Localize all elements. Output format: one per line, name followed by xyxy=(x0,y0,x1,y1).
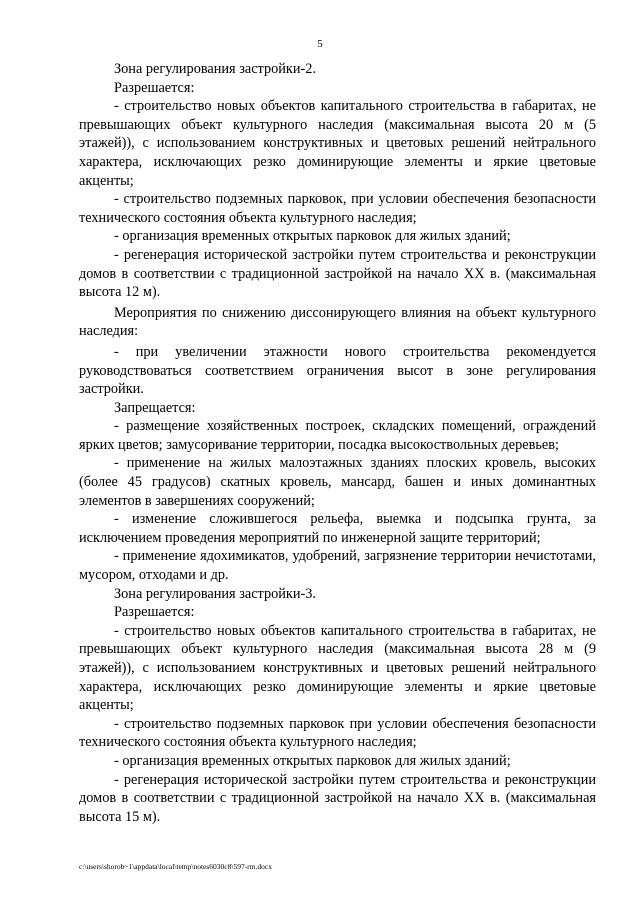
paragraph: - применение ядохимикатов, удобрений, загрязнение территории нечистотами, мусором, отходами и др. xyxy=(79,548,596,584)
paragraph: - регенерация исторической застройки путем строительства и реконструкции домов в соответствии с традиционной застройкой на начало XX в. (максимальная высота 15 м). xyxy=(79,771,596,825)
footer-file-path: c:\users\shorob~1\appdata\local\temp\notes6030c8\597-rm.docx xyxy=(79,862,272,871)
paragraph: Разрешается: xyxy=(114,604,195,621)
paragraph: Запрещается: xyxy=(114,399,196,416)
paragraph: Мероприятия по снижению диссонирующего влияния на объект культурного наследия: xyxy=(79,304,596,340)
paragraph: Разрешается: xyxy=(114,79,195,96)
paragraph: - организация временных открытых парковок для жилых зданий; xyxy=(114,228,511,245)
paragraph: - строительство подземных парковок, при условии обеспечения безопасности технического состояния объекта культурного наследия; xyxy=(79,191,596,226)
paragraph: - применение на жилых малоэтажных зданиях плоских кровель, высоких (более 45 градусов) скатных кровель, мансард, башен и иных доминантных элементов в завершениях сооружений; xyxy=(79,455,596,509)
paragraph: - организация временных открытых парковок для жилых зданий; xyxy=(114,752,511,769)
paragraph: - регенерация исторической застройки путем строительства и реконструкции домов в соответствии с традиционной застройкой на начало XX в. (максимальная высота 12 м). xyxy=(79,246,596,301)
document-body xyxy=(79,60,596,826)
paragraph: - строительство подземных парковок при условии обеспечения безопасности технического состояния объекта культурного наследия; xyxy=(79,715,596,751)
paragraph: Зона регулирования застройки-3. xyxy=(114,585,316,602)
paragraph: - изменение сложившегося рельефа, выемка и подсыпка грунта, за исключением проведения мероприятий по инженерной защите территорий; xyxy=(79,511,596,546)
page-number: 5 xyxy=(317,38,323,50)
paragraph: - строительство новых объектов капитального строительства в габаритах, не превышающих объект культурного наследия (максимальная высота 20 м (5 этажей)), с использованием конструктивных и цветовых решений нейтрального характера, исключающих резко доминирующие элементы и яркие цветовые акценты; xyxy=(79,98,596,189)
paragraph: - размещение хозяйственных построек, складских помещений, ограждений ярких цветов; замусоривание территории, посадка высокоствольных деревьев; xyxy=(79,418,596,453)
paragraph: Зона регулирования застройки-2. xyxy=(114,61,316,77)
paragraph: - при увеличении этажности нового строительства рекомендуется руководствоваться соответствием ограничения высот в зоне регулирования застройки. xyxy=(79,343,596,398)
paragraph: - строительство новых объектов капитального строительства в габаритах, не превышающих объект культурного наследия (максимальная высота 28 м (9 этажей)), с использованием конструктивных и цветовых решений нейтрального характера, исключающих резко доминирующие элементы и яркие цветовые акценты; xyxy=(79,622,596,714)
